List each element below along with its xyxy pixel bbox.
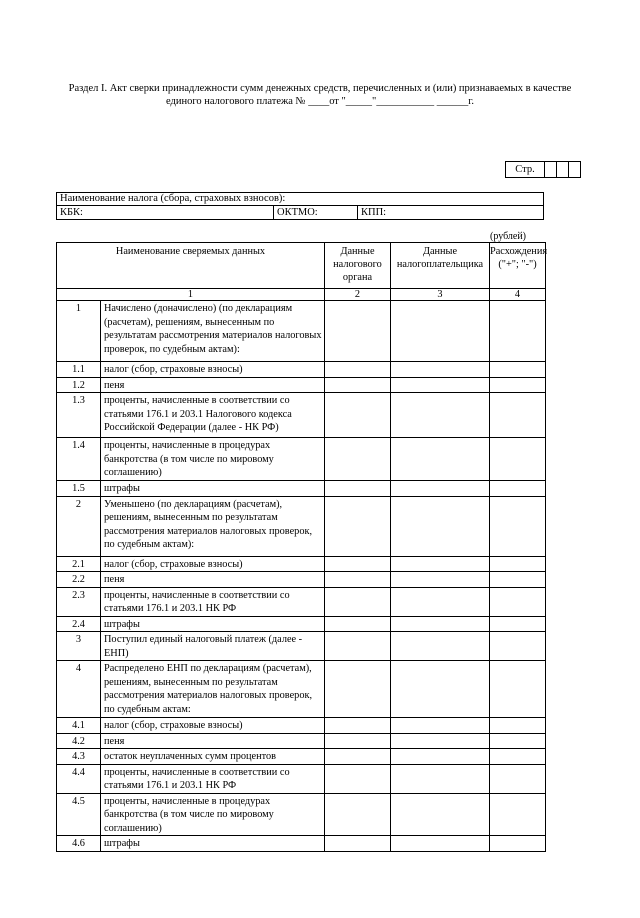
index-cell: 3 bbox=[391, 289, 490, 301]
value-diff[interactable] bbox=[490, 632, 546, 661]
value-taxpayer[interactable] bbox=[391, 556, 490, 572]
row-number: 2.4 bbox=[57, 616, 101, 632]
value-diff[interactable] bbox=[490, 733, 546, 749]
row-number: 4.5 bbox=[57, 793, 101, 836]
row-description: проценты, начисленные в процедурах банкротства (в том числе по мировому соглашению) bbox=[101, 438, 325, 481]
value-taxpayer[interactable] bbox=[391, 836, 490, 852]
row-number: 1.2 bbox=[57, 377, 101, 393]
row-description: проценты, начисленные в соответствии со статьями 176.1 и 203.1 Налогового кодекса Российской Федерации (далее - НК РФ) bbox=[101, 393, 325, 438]
table-row bbox=[57, 749, 546, 765]
value-tax-authority[interactable] bbox=[325, 572, 391, 588]
row-description: налог (сбор, страховые взносы) bbox=[101, 718, 325, 734]
value-tax-authority[interactable] bbox=[325, 661, 391, 718]
row-number: 2.3 bbox=[57, 587, 101, 616]
row-number: 1.3 bbox=[57, 393, 101, 438]
value-taxpayer[interactable] bbox=[391, 793, 490, 836]
value-diff[interactable] bbox=[490, 661, 546, 718]
row-description: проценты, начисленные в процедурах банкротства (в том числе по мировому соглашению) bbox=[101, 793, 325, 836]
page-number-cell bbox=[545, 162, 557, 177]
value-taxpayer[interactable] bbox=[391, 718, 490, 734]
oktmo-field: ОКТМО: bbox=[274, 206, 358, 219]
value-tax-authority[interactable] bbox=[325, 377, 391, 393]
value-tax-authority[interactable] bbox=[325, 733, 391, 749]
header-name: Наименование сверяемых данных bbox=[57, 243, 325, 289]
value-taxpayer[interactable] bbox=[391, 377, 490, 393]
kpp-field: КПП: bbox=[361, 207, 387, 218]
row-number: 4 bbox=[57, 661, 101, 718]
index-cell: 2 bbox=[325, 289, 391, 301]
row-description: пеня bbox=[101, 572, 325, 588]
row-number: 4.3 bbox=[57, 749, 101, 765]
index-cell: 1 bbox=[57, 289, 325, 301]
table-row bbox=[57, 587, 546, 616]
row-description: пеня bbox=[101, 733, 325, 749]
value-taxpayer[interactable] bbox=[391, 362, 490, 378]
row-description: остаток неуплаченных сумм процентов bbox=[101, 749, 325, 765]
value-tax-authority[interactable] bbox=[325, 587, 391, 616]
row-number: 2.1 bbox=[57, 556, 101, 572]
table-index-row bbox=[57, 289, 546, 301]
value-diff[interactable] bbox=[490, 587, 546, 616]
value-diff[interactable] bbox=[490, 718, 546, 734]
table-row bbox=[57, 793, 546, 836]
value-diff[interactable] bbox=[490, 496, 546, 556]
value-taxpayer[interactable] bbox=[391, 438, 490, 481]
row-description: Распределено ЕНП по декларациям (расчетам), решениям, вынесенным по результатам рассмотрения материалов налоговых проверок, по судебным актам: bbox=[101, 661, 325, 718]
row-number: 4.4 bbox=[57, 764, 101, 793]
table-row bbox=[57, 362, 546, 378]
value-diff[interactable] bbox=[490, 616, 546, 632]
value-diff[interactable] bbox=[490, 301, 546, 362]
value-diff[interactable] bbox=[490, 438, 546, 481]
reconciliation-table bbox=[56, 242, 546, 852]
page-number-box bbox=[505, 161, 581, 178]
row-description: Поступил единый налоговый платеж (далее - ЕНП) bbox=[101, 632, 325, 661]
row-description: Уменьшено (по декларациям (расчетам), решениям, вынесенным по результатам рассмотрения материалов налоговых проверок, по судебным актам): bbox=[101, 496, 325, 556]
value-diff[interactable] bbox=[490, 393, 546, 438]
value-taxpayer[interactable] bbox=[391, 764, 490, 793]
row-number: 2 bbox=[57, 496, 101, 556]
table-row bbox=[57, 572, 546, 588]
value-diff[interactable] bbox=[490, 556, 546, 572]
value-tax-authority[interactable] bbox=[325, 718, 391, 734]
value-tax-authority[interactable] bbox=[325, 481, 391, 497]
table-row bbox=[57, 377, 546, 393]
value-taxpayer[interactable] bbox=[391, 496, 490, 556]
table-row bbox=[57, 556, 546, 572]
row-number: 2.2 bbox=[57, 572, 101, 588]
value-taxpayer[interactable] bbox=[391, 733, 490, 749]
value-tax-authority[interactable] bbox=[325, 793, 391, 836]
value-tax-authority[interactable] bbox=[325, 632, 391, 661]
table-header-row bbox=[57, 243, 546, 289]
value-taxpayer[interactable] bbox=[391, 632, 490, 661]
value-taxpayer[interactable] bbox=[391, 616, 490, 632]
value-tax-authority[interactable] bbox=[325, 749, 391, 765]
page-number-cell bbox=[569, 162, 580, 177]
value-diff[interactable] bbox=[490, 572, 546, 588]
row-number: 3 bbox=[57, 632, 101, 661]
row-number: 1.5 bbox=[57, 481, 101, 497]
row-description: налог (сбор, страховые взносы) bbox=[101, 362, 325, 378]
section-title bbox=[40, 82, 600, 108]
header-diff: Расхождения ("+"; "-") bbox=[490, 243, 546, 289]
row-description: налог (сбор, страховые взносы) bbox=[101, 556, 325, 572]
value-taxpayer[interactable] bbox=[391, 393, 490, 438]
value-diff[interactable] bbox=[490, 764, 546, 793]
value-taxpayer[interactable] bbox=[391, 661, 490, 718]
row-number: 4.2 bbox=[57, 733, 101, 749]
row-description: проценты, начисленные в соответствии со статьями 176.1 и 203.1 НК РФ bbox=[101, 587, 325, 616]
unit-label: (рублей) bbox=[490, 231, 527, 242]
value-diff[interactable] bbox=[490, 377, 546, 393]
row-description: штрафы bbox=[101, 836, 325, 852]
table-row bbox=[57, 718, 546, 734]
table-row bbox=[57, 496, 546, 556]
row-description: проценты, начисленные в соответствии со статьями 176.1 и 203.1 НК РФ bbox=[101, 764, 325, 793]
kbk-field: КБК: bbox=[57, 206, 274, 219]
table-row bbox=[57, 733, 546, 749]
value-diff[interactable] bbox=[490, 793, 546, 836]
section-title-line2: единого налогового платежа № ____от "_____"___________ ______г. bbox=[166, 96, 474, 107]
header-taxpayer: Данные налогоплательщика bbox=[391, 243, 490, 289]
value-tax-authority[interactable] bbox=[325, 438, 391, 481]
row-description: Начислено (доначислено) (по декларациям (расчетам), решениям, вынесенным по результатам рассмотрения материалов налоговых проверок, по судебным актам): bbox=[101, 301, 325, 362]
value-tax-authority[interactable] bbox=[325, 556, 391, 572]
value-taxpayer[interactable] bbox=[391, 587, 490, 616]
value-tax-authority[interactable] bbox=[325, 616, 391, 632]
value-tax-authority[interactable] bbox=[325, 393, 391, 438]
value-tax-authority[interactable] bbox=[325, 362, 391, 378]
section-title-line1: Раздел I. Акт сверки принадлежности сумм денежных средств, перечисленных и (или) признаваемых в качестве bbox=[68, 83, 572, 94]
table-row bbox=[57, 301, 546, 362]
table-row bbox=[57, 616, 546, 632]
table-row bbox=[57, 393, 546, 438]
row-number: 1.4 bbox=[57, 438, 101, 481]
header-tax-authority: Данные налогового органа bbox=[325, 243, 391, 289]
value-tax-authority[interactable] bbox=[325, 836, 391, 852]
value-taxpayer[interactable] bbox=[391, 572, 490, 588]
row-number: 1 bbox=[57, 301, 101, 362]
table-row bbox=[57, 661, 546, 718]
row-number: 4.6 bbox=[57, 836, 101, 852]
value-tax-authority[interactable] bbox=[325, 496, 391, 556]
table-row bbox=[57, 764, 546, 793]
value-taxpayer[interactable] bbox=[391, 301, 490, 362]
value-diff[interactable] bbox=[490, 362, 546, 378]
value-taxpayer[interactable] bbox=[391, 481, 490, 497]
table-row bbox=[57, 836, 546, 852]
table-row bbox=[57, 438, 546, 481]
value-taxpayer[interactable] bbox=[391, 749, 490, 765]
row-number: 1.1 bbox=[57, 362, 101, 378]
table-row bbox=[57, 481, 546, 497]
row-description: штрафы bbox=[101, 481, 325, 497]
value-diff[interactable] bbox=[490, 749, 546, 765]
value-tax-authority[interactable] bbox=[325, 764, 391, 793]
row-number: 4.1 bbox=[57, 718, 101, 734]
value-diff[interactable] bbox=[490, 836, 546, 852]
index-cell: 4 bbox=[490, 289, 546, 301]
row-description: пеня bbox=[101, 377, 325, 393]
page-number-label: Стр. bbox=[506, 162, 545, 177]
tax-name-field: Наименование налога (сбора, страховых взносов): bbox=[57, 193, 543, 206]
tax-info-block bbox=[56, 192, 544, 220]
value-diff[interactable] bbox=[490, 481, 546, 497]
value-tax-authority[interactable] bbox=[325, 301, 391, 362]
row-description: штрафы bbox=[101, 616, 325, 632]
page-number-cell bbox=[557, 162, 569, 177]
table-row bbox=[57, 632, 546, 661]
